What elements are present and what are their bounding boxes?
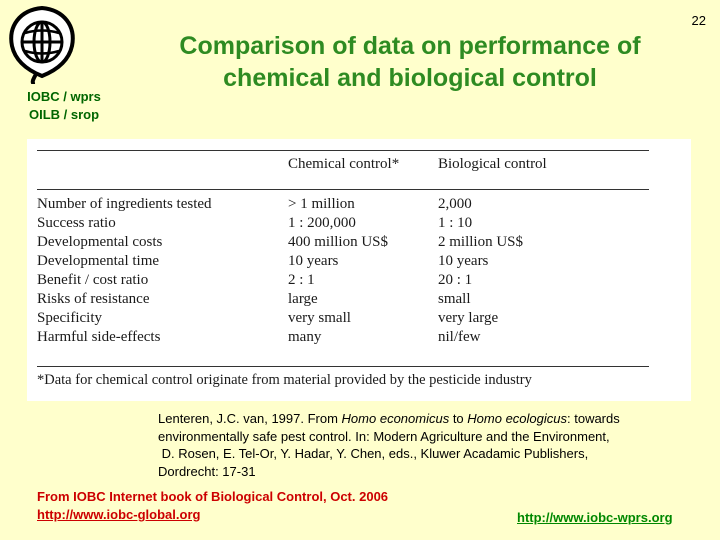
table-row [27,272,691,291]
org-line-1: IOBC / wprs [27,89,101,104]
reference-citation [158,410,698,480]
chemical-value: very small [288,310,351,326]
org-line-2: OILB / srop [28,107,100,122]
biological-value: nil/few [438,329,481,345]
chemical-value: > 1 million [288,196,355,212]
comparison-table [27,139,691,401]
organization-name [4,88,124,124]
row-label: Developmental time [37,253,160,269]
reference-line-3: Dordrecht: 17-31 [158,463,256,479]
source-text: From IOBC Internet book of Biological Control, Oct. 2006 [37,489,389,504]
table-row [27,253,691,272]
chemical-value: 1 : 200,000 [288,215,356,231]
source-note [37,488,388,524]
row-label: Harmful side-effects [37,329,161,345]
iobc-globe-leaf-icon [6,4,78,84]
reference-line-2: D. Rosen, E. Tel-Or, Y. Hadar, Y. Chen, eds., Kluwer Acadamic Publishers, [158,446,589,461]
row-label: Benefit / cost ratio [37,272,149,288]
table-row [27,329,691,348]
reference-line-1 [158,410,698,445]
chemical-value: 2 : 1 [288,272,315,288]
table-bottom-rule [37,366,649,367]
biological-value: 10 years [438,253,489,269]
biological-value: very large [438,310,499,326]
chemical-value: 10 years [288,253,339,269]
header-biological: Biological control [438,156,547,172]
title-line-2: chemical and biological control [223,64,597,92]
row-label: Risks of resistance [37,291,150,307]
table-row [27,291,691,310]
biological-value: 20 : 1 [438,272,473,288]
chemical-value: many [288,329,322,345]
row-label: Specificity [37,310,102,326]
biological-value: 2,000 [438,196,472,212]
chemical-value: large [288,291,318,307]
table-row [27,310,691,329]
row-label: Success ratio [37,215,116,231]
biological-value: 2 million US$ [438,234,524,250]
row-label: Developmental costs [37,234,163,250]
reference-italic: Homo economicus [341,411,450,426]
table-footnote: *Data for chemical control originate from material provided by the pesticide industry [37,372,532,388]
chemical-value: 400 million US$ [288,234,389,250]
biological-value: 1 : 10 [438,215,473,231]
iobc-global-link[interactable]: http://www.iobc-global.org [37,507,201,522]
reference-text: : towards environmentally safe pest control. In: Modern Agriculture and the Environment, [158,411,620,444]
reference-text: Lenteren, J.C. van, 1997. From [158,411,342,426]
iobc-logo [6,4,78,84]
title-line-1: Comparison of data on performance of [179,32,641,60]
iobc-wprs-link[interactable]: http://www.iobc-wprs.org [517,510,673,525]
page-title [120,30,700,94]
slide-number: 22 [691,13,706,28]
row-label: Number of ingredients tested [37,196,212,212]
header-chemical: Chemical control* [288,156,400,172]
table-header-row [27,156,691,175]
table-row [27,215,691,234]
table-top-rule [37,150,649,151]
table-header-rule [37,189,649,190]
biological-value: small [438,291,471,307]
reference-text: to [449,411,468,426]
table-row [27,234,691,253]
table-row [27,196,691,215]
reference-italic: Homo ecologicus [467,411,567,426]
